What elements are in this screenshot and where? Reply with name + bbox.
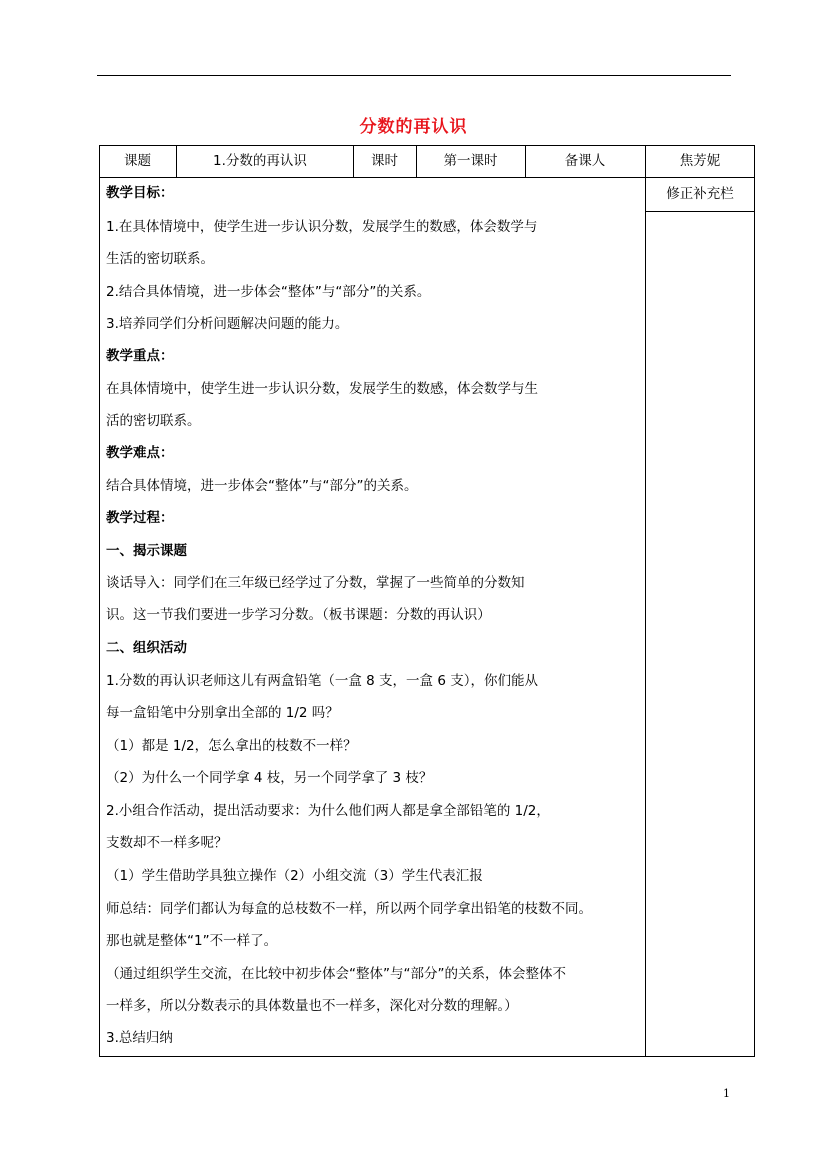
- topic-value: 1.分数的再认识: [213, 153, 307, 169]
- label-preparer: 备课人: [564, 153, 606, 169]
- section-heading: 教学难点：: [106, 445, 174, 461]
- content-line: 每一盒铅笔中分别拿出全部的 1/2 吗？: [106, 705, 339, 721]
- content-line: 识。这一节我们要进一步学习分数。（板书课题：分数的再认识）: [106, 607, 491, 623]
- section-heading: 教学目标：: [106, 185, 174, 201]
- header-rule: [97, 75, 731, 76]
- content-line: 在具体情境中，使学生进一步认识分数，发展学生的数感，体会数学与生: [106, 381, 538, 397]
- content-line: 那也就是整体“1”不一样了。: [106, 933, 278, 949]
- content-line: （2）为什么一个同学拿 4 枝，另一个同学拿了 3 枝？: [106, 770, 433, 786]
- content-line: 1.分数的再认识老师这儿有两盒铅笔（一盒 8 支，一盒 6 支），你们能从: [106, 673, 538, 689]
- sidebar-divider: [645, 211, 755, 212]
- content-line: 支数却不一样多呢？: [106, 835, 228, 851]
- section-heading: 二、组织活动: [106, 640, 187, 656]
- section-heading: 教学过程：: [106, 510, 174, 526]
- content-line: （1）都是 1/2，怎么拿出的枝数不一样？: [106, 738, 357, 754]
- content-line: 生活的密切联系。: [106, 251, 214, 267]
- content-line: 2.小组合作活动，提出活动要求：为什么他们两人都是拿全部铅笔的 1/2，: [106, 803, 550, 819]
- content-line: 一样多，所以分数表示的具体数量也不一样多，深化对分数的理解。）: [106, 998, 518, 1014]
- content-line: 结合具体情境，进一步体会“整体”与“部分”的关系。: [106, 478, 418, 494]
- content-line: 2.结合具体情境，进一步体会“整体”与“部分”的关系。: [106, 284, 431, 300]
- page-number: 1: [723, 1087, 730, 1100]
- content-line: 3.培养同学们分析问题解决问题的能力。: [106, 316, 349, 332]
- content-line: （通过组织学生交流，在比较中初步体会“整体”与“部分”的关系，体会整体不: [106, 966, 566, 982]
- section-heading: 教学重点：: [106, 348, 174, 364]
- lesson-table: [99, 145, 755, 1057]
- col-divider: [176, 145, 177, 177]
- content-line: 1.在具体情境中，使学生进一步认识分数，发展学生的数感，体会数学与: [106, 219, 538, 235]
- sidebar-label: 修正补充栏: [666, 186, 734, 202]
- content-line: 师总结：同学们都认为每盒的总枝数不一样，所以两个同学拿出铅笔的枝数不同。: [106, 901, 592, 917]
- label-period: 课时: [371, 153, 398, 169]
- period-value: 第一课时: [443, 153, 498, 169]
- section-heading: 一、揭示课题: [106, 543, 187, 559]
- preparer-value: 焦芳妮: [679, 153, 721, 169]
- content-line: 谈话导入：同学们在三年级已经学过了分数，掌握了一些简单的分数知: [106, 575, 525, 591]
- document-title: 分数的再认识: [359, 117, 468, 137]
- label-topic: 课题: [124, 153, 151, 169]
- content-line: （1）学生借助学具独立操作（2）小组交流（3）学生代表汇报: [106, 868, 483, 884]
- sidebar-column-divider: [645, 145, 646, 1057]
- content-line: 活的密切联系。: [106, 413, 201, 429]
- content-line: 3.总结归纳: [106, 1030, 173, 1046]
